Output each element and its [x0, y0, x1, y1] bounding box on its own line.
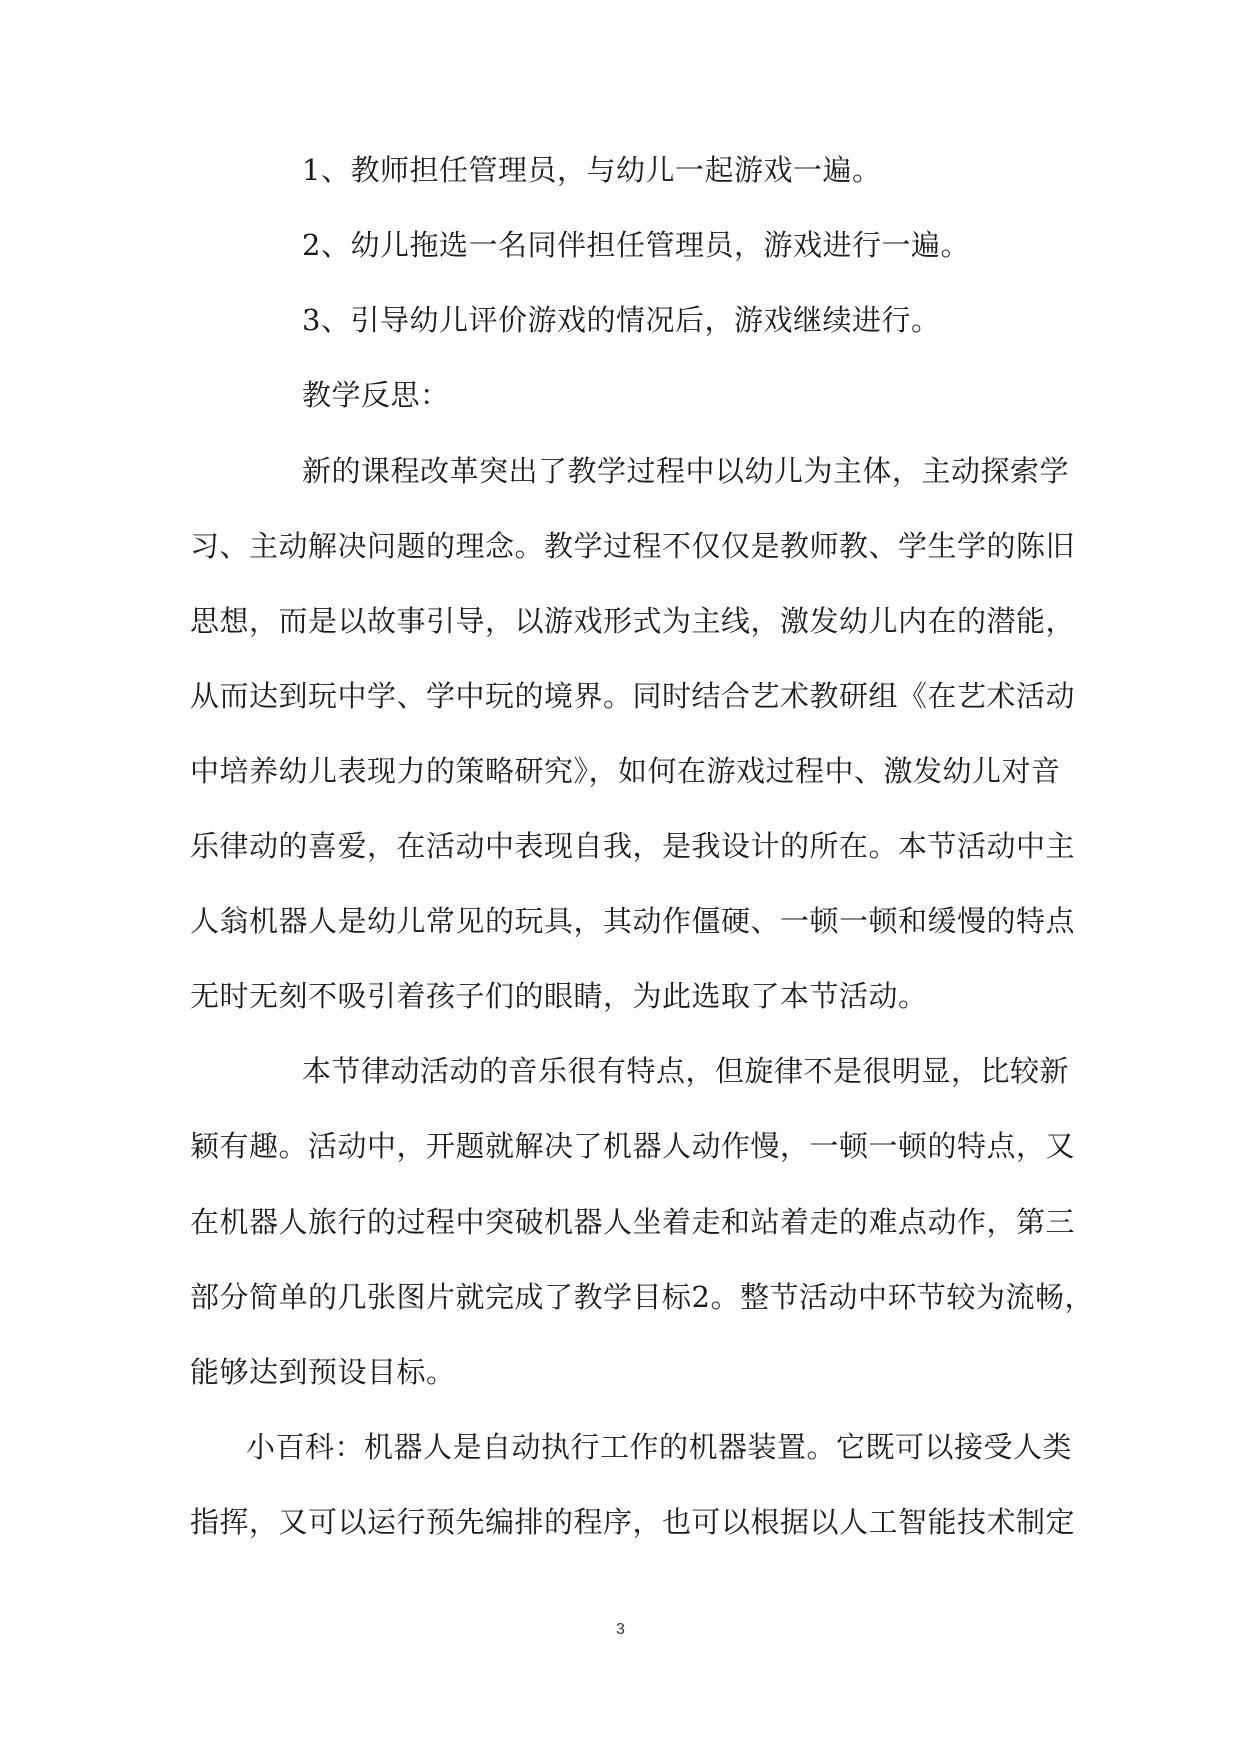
paragraph-line: 颖有趣。活动中，开题就解决了机器人动作慢，一顿一顿的特点，又 — [190, 1129, 1076, 1163]
paragraph-line: 中培养幼儿表现力的策略研究》，如何在游戏过程中、激发幼儿对音 — [190, 754, 1061, 788]
paragraph-line: 从而达到玩中学、学中玩的境界。同时结合艺术教研组《在艺术活动 — [190, 679, 1076, 713]
page-number: 3 — [616, 1621, 625, 1638]
paragraph-line: 部分简单的几张图片就完成了教学目标2。整节活动中环节较为流畅， — [190, 1280, 1094, 1314]
list-item-3: 3、引导幼儿评价游戏的情况后，游戏继续进行。 — [302, 303, 941, 337]
list-item-1: 1、教师担任管理员，与幼儿一起游戏一遍。 — [302, 153, 882, 187]
paragraph-line: 思想，而是以故事引导，以游戏形式为主线，激发幼儿内在的潜能， — [190, 604, 1076, 638]
paragraph-line: 无时无刻不吸引着孩子们的眼睛，为此选取了本节活动。 — [190, 979, 928, 1013]
paragraph-line: 新的课程改革突出了教学过程中以幼儿为主体，主动探索学 — [302, 454, 1070, 488]
encyclopedia-line: 小百科：机器人是自动执行工作的机器装置。它既可以接受人类 — [246, 1430, 1073, 1464]
paragraph-line: 人翁机器人是幼儿常见的玩具，其动作僵硬、一顿一顿和缓慢的特点 — [190, 904, 1076, 938]
paragraph-line: 本节律动活动的音乐很有特点，但旋律不是很明显，比较新 — [302, 1054, 1070, 1088]
paragraph-line: 能够达到预设目标。 — [190, 1355, 456, 1389]
encyclopedia-line: 指挥，又可以运行预先编排的程序，也可以根据以人工智能技术制定 — [190, 1505, 1076, 1539]
paragraph-line: 在机器人旅行的过程中突破机器人坐着走和站着走的难点动作，第三 — [190, 1205, 1076, 1239]
list-item-2: 2、幼儿拖选一名同伴担任管理员，游戏进行一遍。 — [302, 228, 970, 262]
section-heading-reflection: 教学反思： — [302, 378, 450, 412]
paragraph-line: 习、主动解决问题的理念。教学过程不仅仅是教师教、学生学的陈旧 — [190, 529, 1076, 563]
paragraph-line: 乐律动的喜爱，在活动中表现自我，是我设计的所在。本节活动中主 — [190, 829, 1076, 863]
